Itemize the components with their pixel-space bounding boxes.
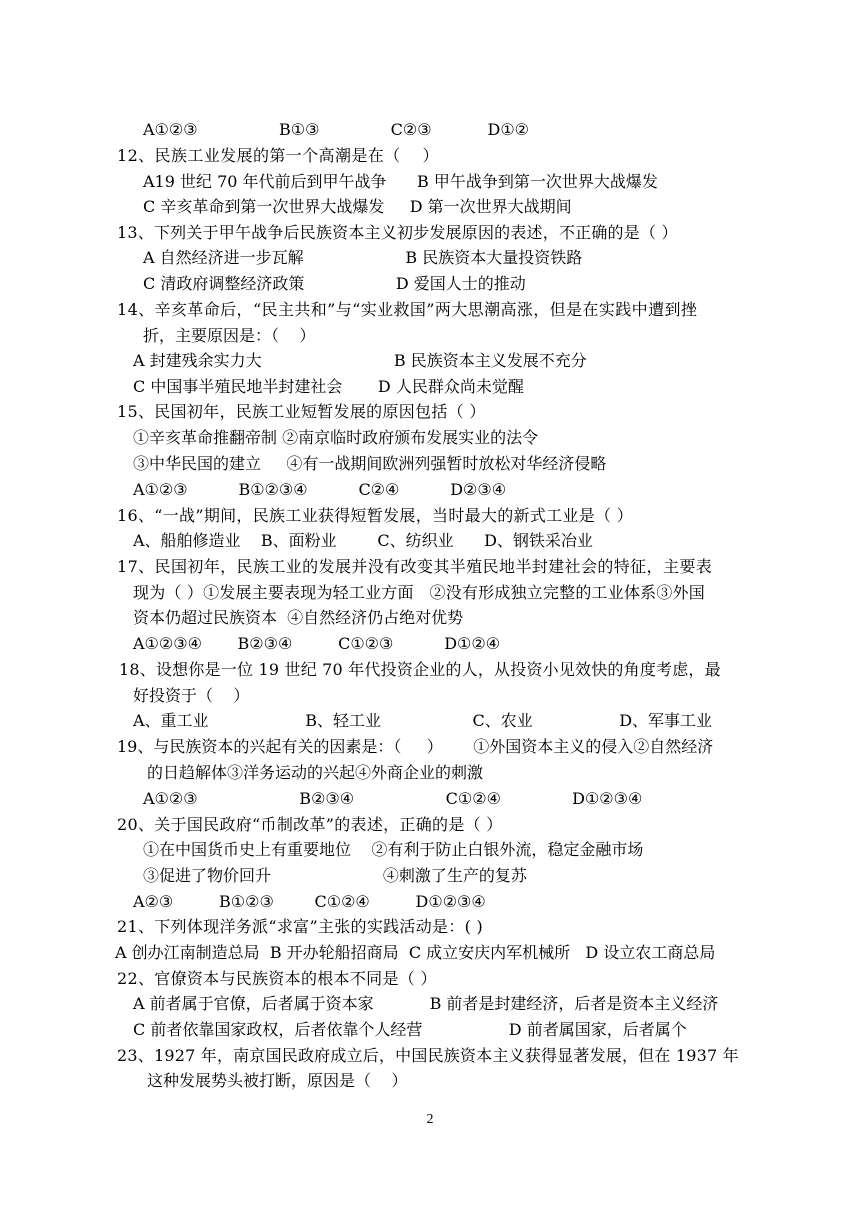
text-line: A①②③ B①③ C②③ D①② — [143, 120, 529, 139]
text-line: C 前者依靠国家政权，后者依靠个人经营 D 前者属国家，后者属个 — [133, 1020, 687, 1039]
text-line: A②③ B①②③ C①②④ D①②③④ — [133, 892, 486, 911]
text-line: A、重工业 B、轻工业 C、农业 D、军事工业 — [133, 711, 713, 730]
text-line: ③中华民国的建立 ④有一战期间欧洲列强暂时放松对华经济侵略 — [133, 454, 607, 473]
text-line: 的日趋解体③洋务运动的兴起④外商企业的刺激 — [147, 763, 484, 782]
text-line: 15、民国初年，民族工业短暂发展的原因包括（ ） — [117, 402, 486, 421]
page-number: 2 — [426, 1112, 434, 1127]
text-line: C 中国事半殖民地半封建社会 D 人民群众尚未觉醒 — [133, 377, 524, 396]
text-line: A 前者属于官僚，后者属于资本家 B 前者是封建经济，后者是资本主义经济 — [133, 994, 719, 1013]
text-line: ①在中国货币史上有重要地位 ②有利于防止白银外流，稳定金融市场 — [143, 840, 644, 859]
text-line: 16、“一战”期间，民族工业获得短暂发展，当时最大的新式工业是（ ） — [117, 506, 634, 525]
text-line: A 自然经济进一步瓦解 B 民族资本大量投资铁路 — [143, 248, 583, 267]
text-line: A 创办江南制造总局 B 开办轮船招商局 C 成立安庆内军机械所 D 设立农工商总局 — [115, 943, 716, 962]
text-line: 这种发展势头被打断，原因是（ ） — [147, 1071, 408, 1090]
text-line: 17、民国初年，民族工业的发展并没有改变其半殖民地半封建社会的特征，主要表 — [117, 557, 713, 576]
text-line: 14、辛亥革命后，“民主共和”与“实业救国”两大思潮高涨，但是在实践中遭到挫 — [117, 300, 698, 319]
text-line: ③促进了物价回升 ④刺激了生产的复苏 — [143, 866, 527, 885]
text-line: 19、与民族资本的兴起有关的因素是：（ ） ①外国资本主义的侵入②自然经济 — [117, 737, 714, 756]
text-line: A①②③④ B②③④ C①②③ D①②④ — [133, 634, 501, 653]
text-line: 21、下列体现洋务派“求富”主张的实践活动是：( ) — [117, 917, 484, 936]
text-line: C 清政府调整经济政策 D 爱国人士的推动 — [143, 274, 526, 293]
text-line: 13、下列关于甲午战争后民族资本主义初步发展原因的表述，不正确的是（ ） — [117, 223, 678, 242]
text-line: A19 世纪 70 年代前后到甲午战争 B 甲午战争到第一次世界大战爆发 — [143, 172, 658, 191]
text-line: C 辛亥革命到第一次世界大战爆发 D 第一次世界大战期间 — [143, 197, 572, 216]
text-line: 资本仍超过民族资本 ④自然经济仍占绝对优势 — [133, 608, 464, 627]
text-line: 12、民族工业发展的第一个高潮是在（ ） — [117, 146, 439, 165]
text-line: A 封建残余实力大 B 民族资本主义发展不充分 — [133, 351, 587, 370]
text-line: A①②③ B①②③④ C②④ D②③④ — [133, 480, 507, 499]
text-line: 好投资于（ ） — [133, 686, 250, 705]
text-line: ①辛亥革命推翻帝制 ②南京临时政府颁布发展实业的法令 — [133, 428, 539, 447]
text-line: 现为（ ）①发展主要表现为轻工业方面 ②没有形成独立完整的工业体系③外国 — [133, 583, 705, 602]
text-line: 20、关于国民政府“币制改革”的表述，正确的是（ ） — [117, 815, 503, 834]
text-line: A①②③ B②③④ C①②④ D①②③④ — [143, 789, 643, 808]
text-line: 18、设想你是一位 19 世纪 70 年代投资企业的人，从投资小见效快的角度考虑，最 — [119, 660, 721, 679]
text-line: 折，主要原因是：（ ） — [143, 326, 316, 345]
text-line: A、船舶修造业 B、面粉业 C、纺织业 D、钢铁采冶业 — [133, 531, 593, 550]
text-line: 22、官僚资本与民族资本的根本不同是（ ） — [117, 969, 437, 988]
text-line: 23、1927 年，南京国民政府成立后，中国民族资本主义获得显著发展，但在 1937 年 — [117, 1046, 739, 1065]
